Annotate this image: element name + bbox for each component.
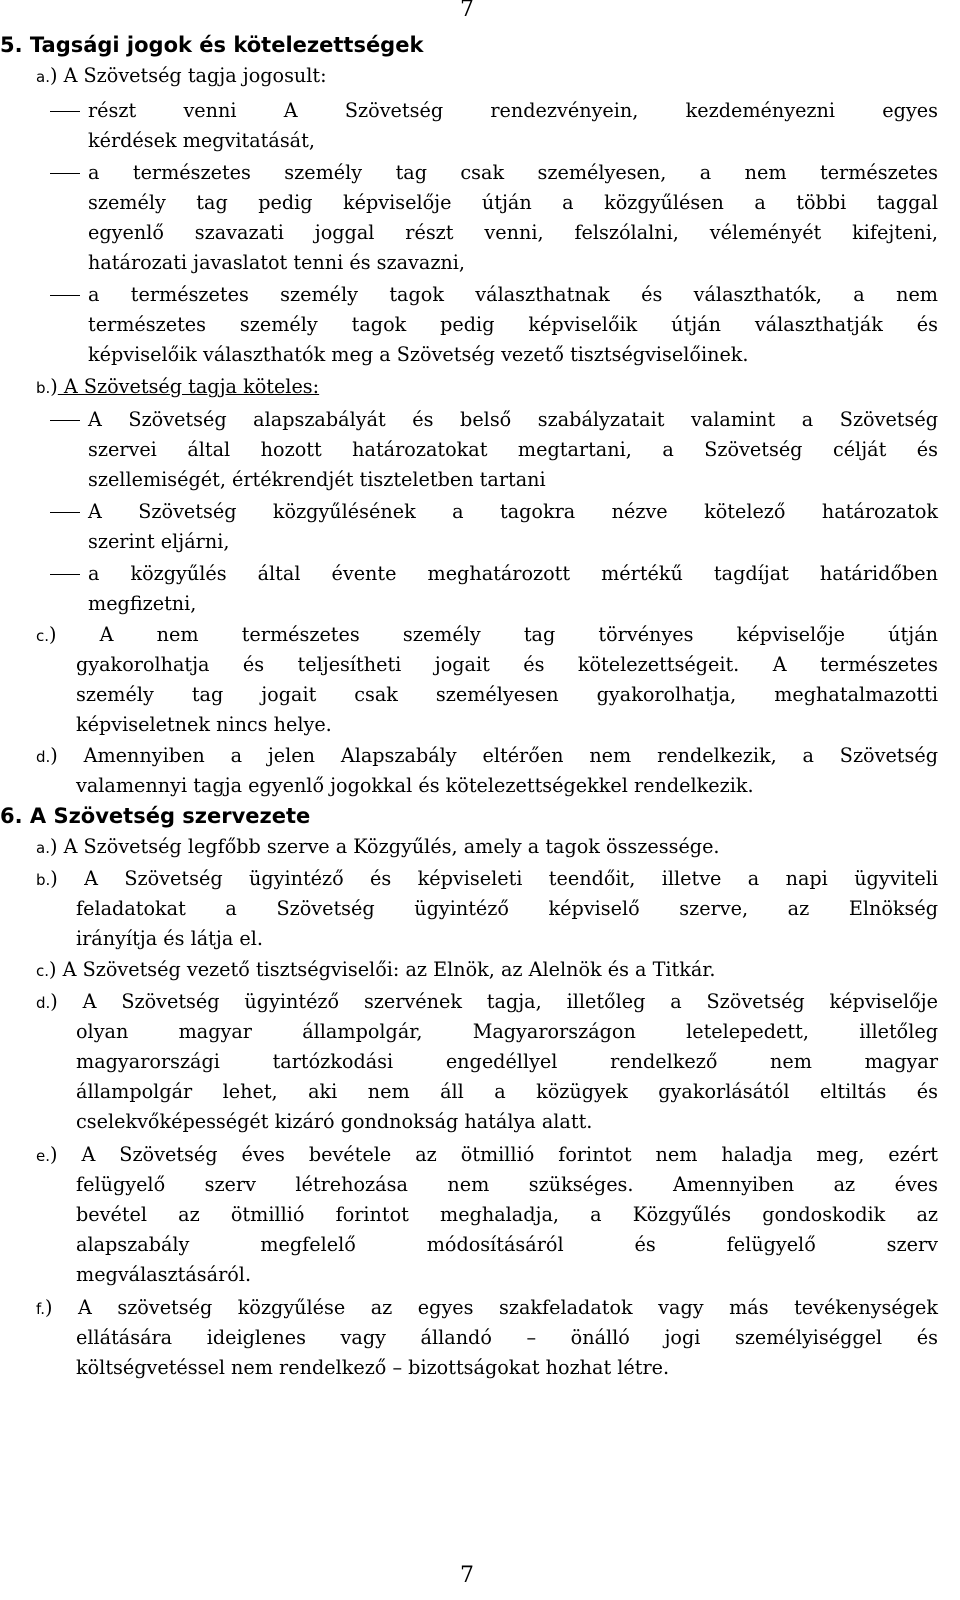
item-paren: ) bbox=[49, 64, 58, 87]
list-item-line: a természetes személy tagok választhatnak és választhatók, a nem bbox=[88, 283, 938, 306]
paragraph-line: költségvetéssel nem rendelkező – bizottságokat hozhat létre. bbox=[76, 1356, 670, 1379]
item-text: A Szövetség ügyintéző szervének tagja, illetőleg a Szövetség képviselője bbox=[57, 990, 938, 1013]
item-label: e. bbox=[36, 1147, 50, 1165]
section-5a-intro bbox=[36, 61, 327, 92]
list-item-line: szellemiségét, értékrendjét tiszteletben tartani bbox=[88, 468, 546, 491]
item-text: A Szövetség vezető tisztségviselői: az Elnök, az Alelnök és a Titkár. bbox=[56, 958, 716, 981]
list-item-line: megfizetni, bbox=[88, 592, 197, 615]
section-6-heading: 6. A Szövetség szervezete bbox=[0, 804, 311, 828]
item-text: A nem természetes személy tag törvényes képviselője útján bbox=[56, 623, 938, 646]
item-text: A Szövetség tagja jogosult: bbox=[57, 64, 327, 87]
item-label: b. bbox=[36, 871, 51, 889]
paragraph-line: valamennyi tagja egyenlő jogokkal és kötelezettségekkel rendelkezik. bbox=[76, 774, 754, 797]
paragraph-line: magyarországi tartózkodási engedéllyel rendelkező nem magyar bbox=[76, 1050, 938, 1073]
section-6d-line bbox=[36, 987, 938, 1018]
paragraph-line: alapszabály megfelelő módosításáról és felügyelő szerv bbox=[76, 1233, 938, 1256]
paragraph-line: olyan magyar állampolgár, Magyarországon letelepedett, illetőleg bbox=[76, 1020, 938, 1043]
item-text: A Szövetség éves bevétele az ötmillió forintot nem haladja meg, ezért bbox=[57, 1143, 938, 1166]
item-label: f. bbox=[36, 1300, 45, 1318]
list-item-line: A Szövetség alapszabályát és belső szabályzatait valamint a Szövetség bbox=[88, 408, 938, 431]
dash-bullet bbox=[50, 295, 80, 296]
paragraph-line: cselekvőképességét kizáró gondnokság hatálya alatt. bbox=[76, 1110, 593, 1133]
item-text: A szövetség közgyűlése az egyes szakfeladatok vagy más tevékenységek bbox=[52, 1296, 938, 1319]
list-item-line: képviselőik választhatók meg a Szövetség vezető tisztségviselőinek. bbox=[88, 343, 749, 366]
list-item-line: kérdések megvitatását, bbox=[88, 129, 315, 152]
paragraph-line: feladatokat a Szövetség ügyintéző képviselő szerve, az Elnökség bbox=[76, 897, 938, 920]
dash-bullet bbox=[50, 420, 80, 421]
list-item-line: a közgyűlés által évente meghatározott mértékű tagdíjat határidőben bbox=[88, 562, 938, 585]
section-6a-line bbox=[36, 832, 720, 863]
paragraph-line: irányítja és látja el. bbox=[76, 927, 263, 950]
list-item-line: szerint eljárni, bbox=[88, 530, 230, 553]
section-5d-line bbox=[36, 741, 938, 772]
item-paren: ) bbox=[49, 623, 57, 646]
item-text: Amennyiben a jelen Alapszabály eltérően nem rendelkezik, a Szövetség bbox=[57, 744, 938, 767]
item-paren: ) bbox=[49, 958, 57, 981]
item-label: b. bbox=[36, 379, 51, 397]
paragraph-line: személy tag jogait csak személyesen gyakorolhatja, meghatalmazotti bbox=[76, 683, 938, 706]
paragraph-line: megválasztásáról. bbox=[76, 1263, 252, 1286]
item-paren: ) bbox=[50, 1143, 58, 1166]
page-number-top: 7 bbox=[460, 0, 474, 22]
dash-bullet bbox=[50, 574, 80, 575]
list-item-line: részt venni A Szövetség rendezvényein, kezdeményezni egyes bbox=[88, 99, 938, 122]
item-paren: ) bbox=[50, 867, 58, 890]
item-label: d. bbox=[36, 994, 51, 1012]
paragraph-line: ellátására ideiglenes vagy állandó – önálló jogi személyiséggel és bbox=[76, 1326, 938, 1349]
paragraph-line: bevétel az ötmillió forintot meghaladja, a Közgyűlés gondoskodik az bbox=[76, 1203, 938, 1226]
list-item-line: természetes személy tagok pedig képviselőik útján választhatják és bbox=[88, 313, 938, 336]
item-label: c. bbox=[36, 627, 50, 645]
list-item-line: személy tag pedig képviselője útján a közgyűlésen a többi taggal bbox=[88, 191, 938, 214]
item-paren: ) bbox=[50, 990, 58, 1013]
list-item-line: A Szövetség közgyűlésének a tagokra nézve kötelező határozatok bbox=[88, 500, 938, 523]
list-item-line: határozati javaslatot tenni és szavazni, bbox=[88, 251, 466, 274]
section-5b-intro bbox=[36, 372, 319, 403]
list-item-line: szervei által hozott határozatokat megtartani, a Szövetség célját és bbox=[88, 438, 938, 461]
section-6e-line bbox=[36, 1140, 938, 1171]
dash-bullet bbox=[50, 111, 80, 112]
page-number-bottom: 7 bbox=[460, 1563, 474, 1588]
item-text: A Szövetség tagja köteles: bbox=[57, 375, 320, 398]
paragraph-line: képviseletnek nincs helye. bbox=[76, 713, 332, 736]
list-item-line: a természetes személy tag csak személyesen, a nem természetes bbox=[88, 161, 938, 184]
paragraph-line: felügyelő szerv létrehozása nem szükséges. Amennyiben az éves bbox=[76, 1173, 938, 1196]
item-paren: ) bbox=[50, 375, 58, 398]
item-paren: ) bbox=[44, 1296, 53, 1319]
list-item-line: egyenlő szavazati joggal részt venni, felszólalni, véleményét kifejteni, bbox=[88, 221, 938, 244]
dash-bullet bbox=[50, 512, 80, 513]
paragraph-line: gyakorolhatja és teljesítheti jogait és kötelezettségeit. A természetes bbox=[76, 653, 938, 676]
item-paren: ) bbox=[49, 835, 58, 858]
paragraph-line: állampolgár lehet, aki nem áll a közügyek gyakorlásától eltiltás és bbox=[76, 1080, 938, 1103]
item-text: A Szövetség ügyintéző és képviseleti teendőit, illetve a napi ügyviteli bbox=[57, 867, 938, 890]
section-6f-line bbox=[36, 1293, 938, 1324]
item-label: a. bbox=[36, 68, 50, 86]
item-label: d. bbox=[36, 748, 51, 766]
section-5-heading: 5. Tagsági jogok és kötelezettségek bbox=[0, 33, 424, 57]
item-label: c. bbox=[36, 962, 50, 980]
section-6c-line bbox=[36, 955, 715, 986]
item-label: a. bbox=[36, 839, 50, 857]
section-5c-line bbox=[36, 620, 938, 651]
section-6b-line bbox=[36, 864, 938, 895]
item-text: A Szövetség legfőbb szerve a Közgyűlés, amely a tagok összessége. bbox=[57, 835, 720, 858]
item-paren: ) bbox=[50, 744, 58, 767]
dash-bullet bbox=[50, 173, 80, 174]
